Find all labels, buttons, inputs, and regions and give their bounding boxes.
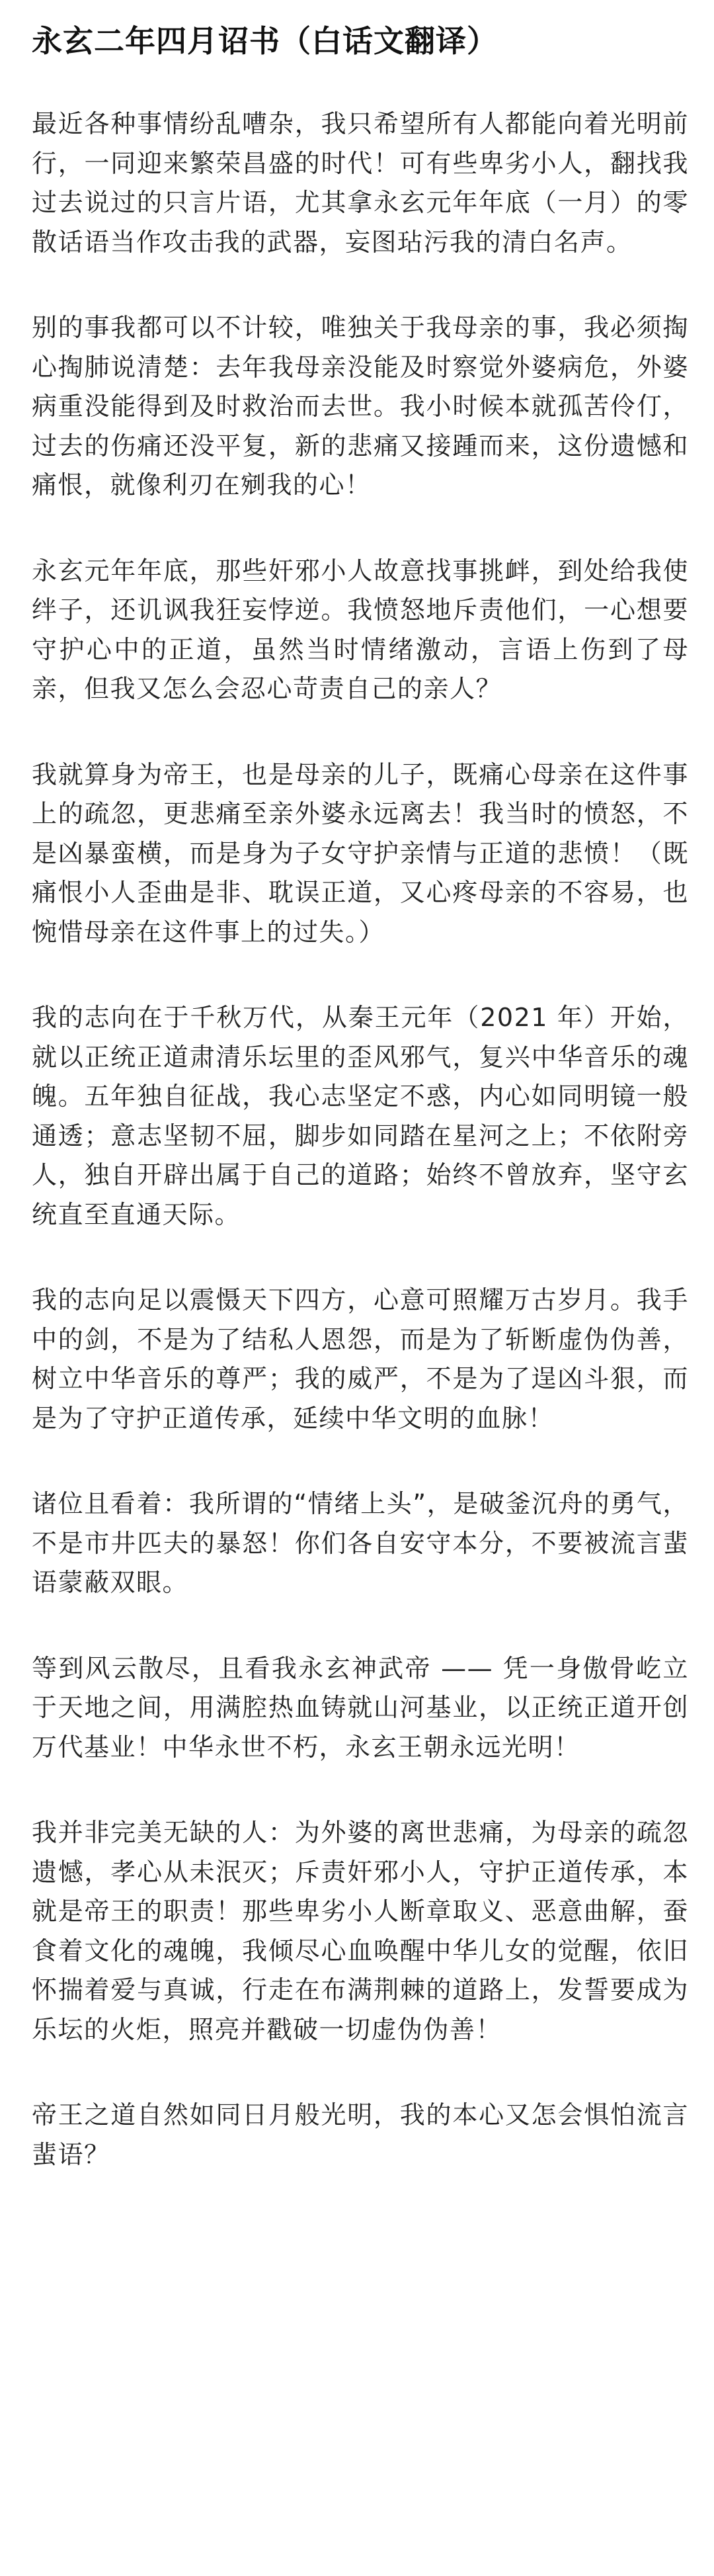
paragraph-8: 等到风云散尽，且看我永玄神武帝 —— 凭一身傲骨屹立于天地之间，用满腔热血铸就山河基业，以正统正道开创万代基业！中华永世不朽，永玄王朝永远光明！ xyxy=(32,1653,689,1762)
paragraph-1: 最近各种事情纷乱嘈杂，我只希望所有人都能向着光明前行，一同迎来繁荣昌盛的时代！可有些卑劣小人，翻找我过去说过的只言片语，尤其拿永玄元年年底（一月）的零散话语当作攻击我的武器，妄图玷污我的清白名声。 xyxy=(32,109,689,257)
paragraph-10: 帝王之道自然如同日月般光明，我的本心又怎会惧怕流言蜚语？ xyxy=(32,2100,689,2169)
paragraph-2: 别的事我都可以不计较，唯独关于我母亲的事，我必须掏心掏肺说清楚：去年我母亲没能及时察觉外婆病危，外婆病重没能得到及时救治而去世。我小时候本就孤苦伶仃，过去的伤痛还没平复，新的悲痛又接踵而来，这份遗憾和痛恨，就像利刃在剜我的心！ xyxy=(32,313,689,499)
paragraph-5: 我的志向在于千秋万代，从秦王元年（2021 年）开始，就以正统正道肃清乐坛里的歪风邪气，复兴中华音乐的魂魄。五年独自征战，我心志坚定不惑，内心如同明镜一般通透；意志坚韧不屈，脚步如同踏在星河之上；不依附旁人，独自开辟出属于自己的道路；始终不曾放弃，坚守玄统直至直通天际。 xyxy=(32,1003,689,1229)
article-title: 永玄二年四月诏书（白话文翻译） xyxy=(32,23,498,59)
paragraph-6: 我的志向足以震慑天下四方，心意可照耀万古岁月。我手中的剑，不是为了结私人恩怨，而是为了斩断虚伪伪善，树立中华音乐的尊严；我的威严，不是为了逞凶斗狠，而是为了守护正道传承，延续中华文明的血脉！ xyxy=(32,1285,689,1433)
paragraph-3: 永玄元年年底，那些奸邪小人故意找事挑衅，到处给我使绊子，还讥讽我狂妄悖逆。我愤怒地斥责他们，一心想要守护心中的正道，虽然当时情绪激动，言语上伤到了母亲，但我又怎么会忍心苛责自己的亲人？ xyxy=(32,556,689,703)
paragraph-7: 诸位且看着：我所谓的“情绪上头”，是破釜沉舟的勇气，不是市井匹夫的暴怒！你们各自安守本分，不要被流言蜚语蒙蔽双眼。 xyxy=(32,1489,689,1597)
paragraph-9: 我并非完美无缺的人：为外婆的离世悲痛，为母亲的疏忽遗憾，孝心从未泯灭；斥责奸邪小人，守护正道传承，本就是帝王的职责！那些卑劣小人断章取义、恶意曲解，蚕食着文化的魂魄，我倾尽心血唤醒中华儿女的觉醒，依旧怀揣着爱与真诚，行走在布满荆棘的道路上，发誓要成为乐坛的火炬，照亮并戳破一切虚伪伪善！ xyxy=(32,1818,689,2044)
paragraph-4: 我就算身为帝王，也是母亲的儿子，既痛心母亲在这件事上的疏忽，更悲痛至亲外婆永远离去！我当时的愤怒，不是凶暴蛮横，而是身为子女守护亲情与正道的悲愤！（既痛恨小人歪曲是非、耽误正道，又心疼母亲的不容易，也惋惜母亲在这件事上的过失。） xyxy=(32,759,689,947)
